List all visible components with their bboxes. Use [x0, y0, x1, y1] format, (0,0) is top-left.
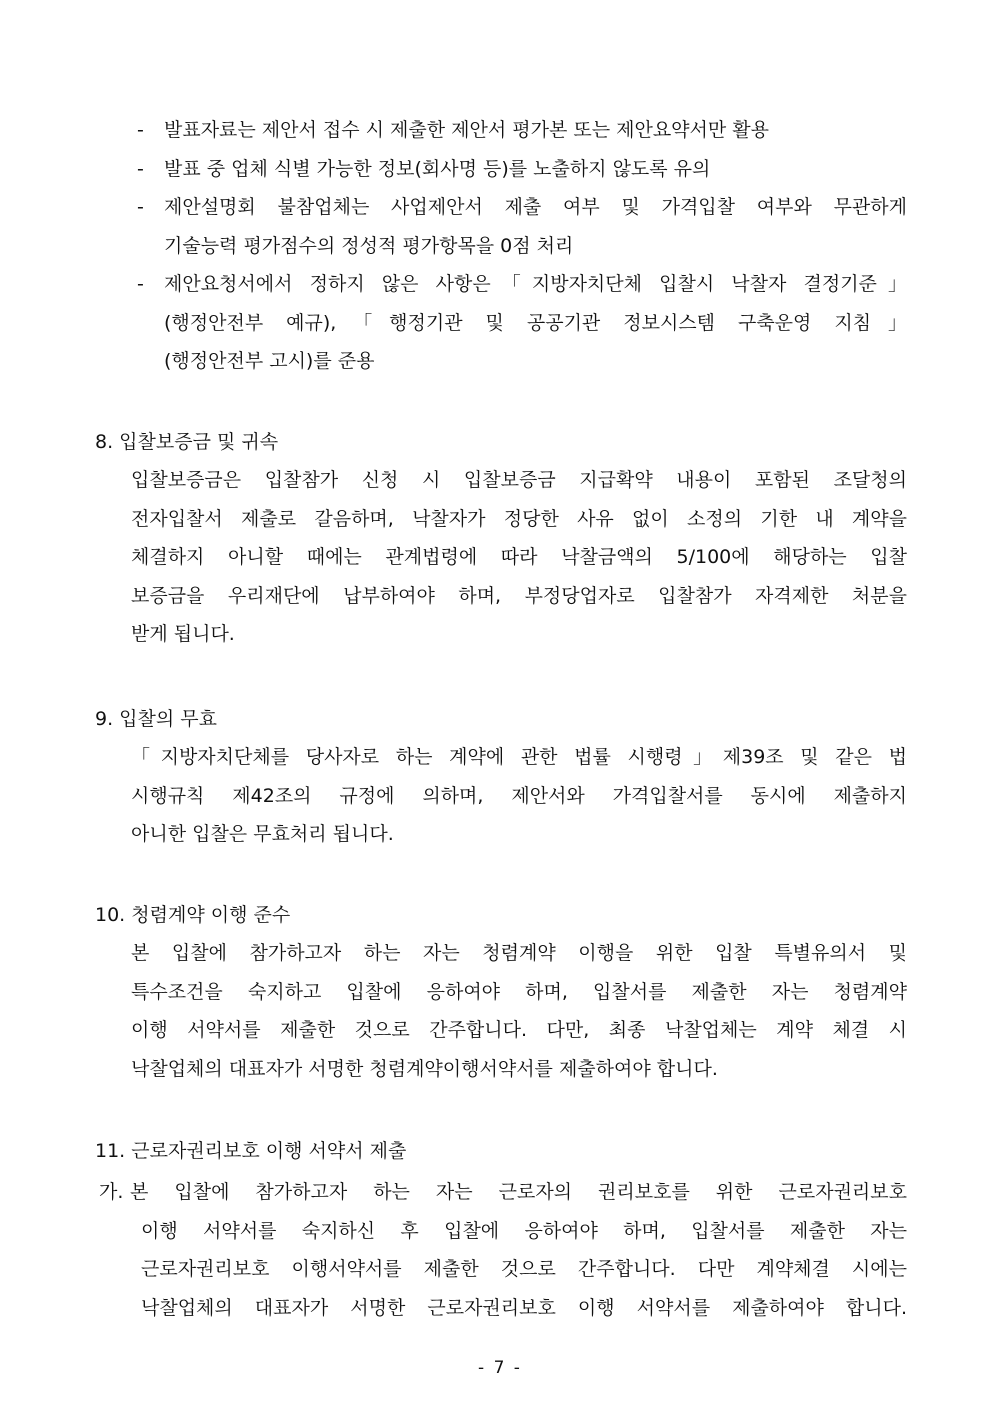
bullet-item-governing-rules: [137, 265, 907, 381]
section-bid-invalidity: [95, 700, 907, 854]
body-line: 특수조건을 숙지하고 입찰에 응하여야 하며, 입찰서를 제출한 자는 청렴계약: [131, 980, 907, 1003]
section-heading: 9. 입찰의 무효: [95, 708, 217, 730]
body-line: 입찰보증금은 입찰참가 신청 시 입찰보증금 지급확약 내용이 포함된 조달청의: [131, 469, 907, 491]
bullet-text-line: 기술능력 평가점수의 정성적 평가항목을 0점 처리: [164, 234, 574, 257]
bullet-text-line: (행정안전부 고시)를 준용: [164, 350, 375, 372]
bullet-text: 발표자료는 제안서 접수 시 제출한 제안서 평가본 또는 제안요약서만 활용: [164, 119, 769, 141]
bullet-text-line: 제안요청서에서 정하지 않은 사항은「지방자치단체 입찰시 낙찰자 결정기준」: [164, 273, 907, 295]
page-number: - 7 -: [478, 1358, 522, 1378]
body-line: 시행규칙 제42조의 규정에 의하며, 제안서와 가격입찰서를 동시에 제출하지: [131, 784, 907, 807]
body-line: 「지방자치단체를 당사자로 하는 계약에 관한 법률 시행령」제39조 및 같은 법: [131, 746, 907, 768]
sub-item-line: 근로자권리보호 이행서약서를 제출한 것으로 간주합니다. 다만 계약체결 시에는: [141, 1258, 907, 1280]
bullet-dash: -: [137, 196, 144, 218]
bullet-text-line: (행정안전부 예규),「행정기관 및 공공기관 정보시스템 구축운영 지침」: [164, 311, 907, 334]
section-heading: 11. 근로자권리보호 이행 서약서 제출: [95, 1140, 407, 1162]
bullet-dash: -: [137, 157, 144, 180]
body-line: 전자입찰서 제출로 갈음하며, 낙찰자가 정당한 사유 없이 소정의 기한 내 계약을: [131, 507, 907, 530]
bullet-text-line: 제안설명회 불참업체는 사업제안서 제출 여부 및 가격입찰 여부와 무관하게: [164, 196, 907, 218]
bullet-item-presentation-materials: [137, 111, 907, 150]
body-line: 보증금을 우리재단에 납부하여야 하며, 부정당업자로 입찰참가 자격제한 처분을: [131, 584, 907, 607]
sub-item-line: 이행 서약서를 숙지하신 후 입찰에 응하여야 하며, 입찰서를 제출한 자는: [141, 1219, 907, 1242]
body-line: 체결하지 아니할 때에는 관계법령에 따라 낙찰금액의 5/100에 해당하는 입찰: [131, 546, 907, 568]
section-worker-rights-pledge: [95, 1132, 907, 1327]
body-line: 받게 됩니다.: [131, 623, 235, 645]
bullet-text: 발표 중 업체 식별 가능한 정보(회사명 등)를 노출하지 않도록 유의: [164, 157, 711, 180]
section-body: [95, 934, 907, 1088]
sub-item-line: 본 입찰에 참가하고자 하는 자는 근로자의 권리보호를 위한 근로자권리보호: [130, 1181, 907, 1203]
body-line: 낙찰업체의 대표자가 서명한 청렴계약이행서약서를 제출하여야 합니다.: [131, 1057, 718, 1080]
section-heading: 10. 청렴계약 이행 준수: [95, 904, 291, 926]
bullet-dash: -: [137, 119, 144, 141]
body-line: 이행 서약서를 제출한 것으로 간주합니다. 다만, 최종 낙찰업체는 계약 체결 시: [131, 1019, 907, 1041]
section-bid-bond: [95, 423, 907, 654]
sub-item-ga: [89, 1173, 907, 1327]
sub-item-line: 낙찰업체의 대표자가 서명한 근로자권리보호 이행 서약서를 제출하여야 합니다.: [141, 1296, 907, 1319]
section-body: [95, 461, 907, 654]
section-body: [95, 738, 907, 854]
bullet-item-absent-bidders: [137, 188, 907, 265]
body-line: 본 입찰에 참가하고자 하는 자는 청렴계약 이행을 위한 입찰 특별유의서 및: [131, 942, 907, 964]
requirements-bullet-list: [137, 111, 907, 381]
section-heading: 8. 입찰보증금 및 귀속: [95, 431, 279, 453]
section-integrity-contract: [95, 896, 907, 1088]
bullet-dash: -: [137, 273, 144, 295]
bullet-item-company-anonymity: [137, 150, 907, 189]
body-line: 아니한 입찰은 무효처리 됩니다.: [131, 823, 394, 845]
sub-item-marker: 가.: [99, 1181, 124, 1203]
